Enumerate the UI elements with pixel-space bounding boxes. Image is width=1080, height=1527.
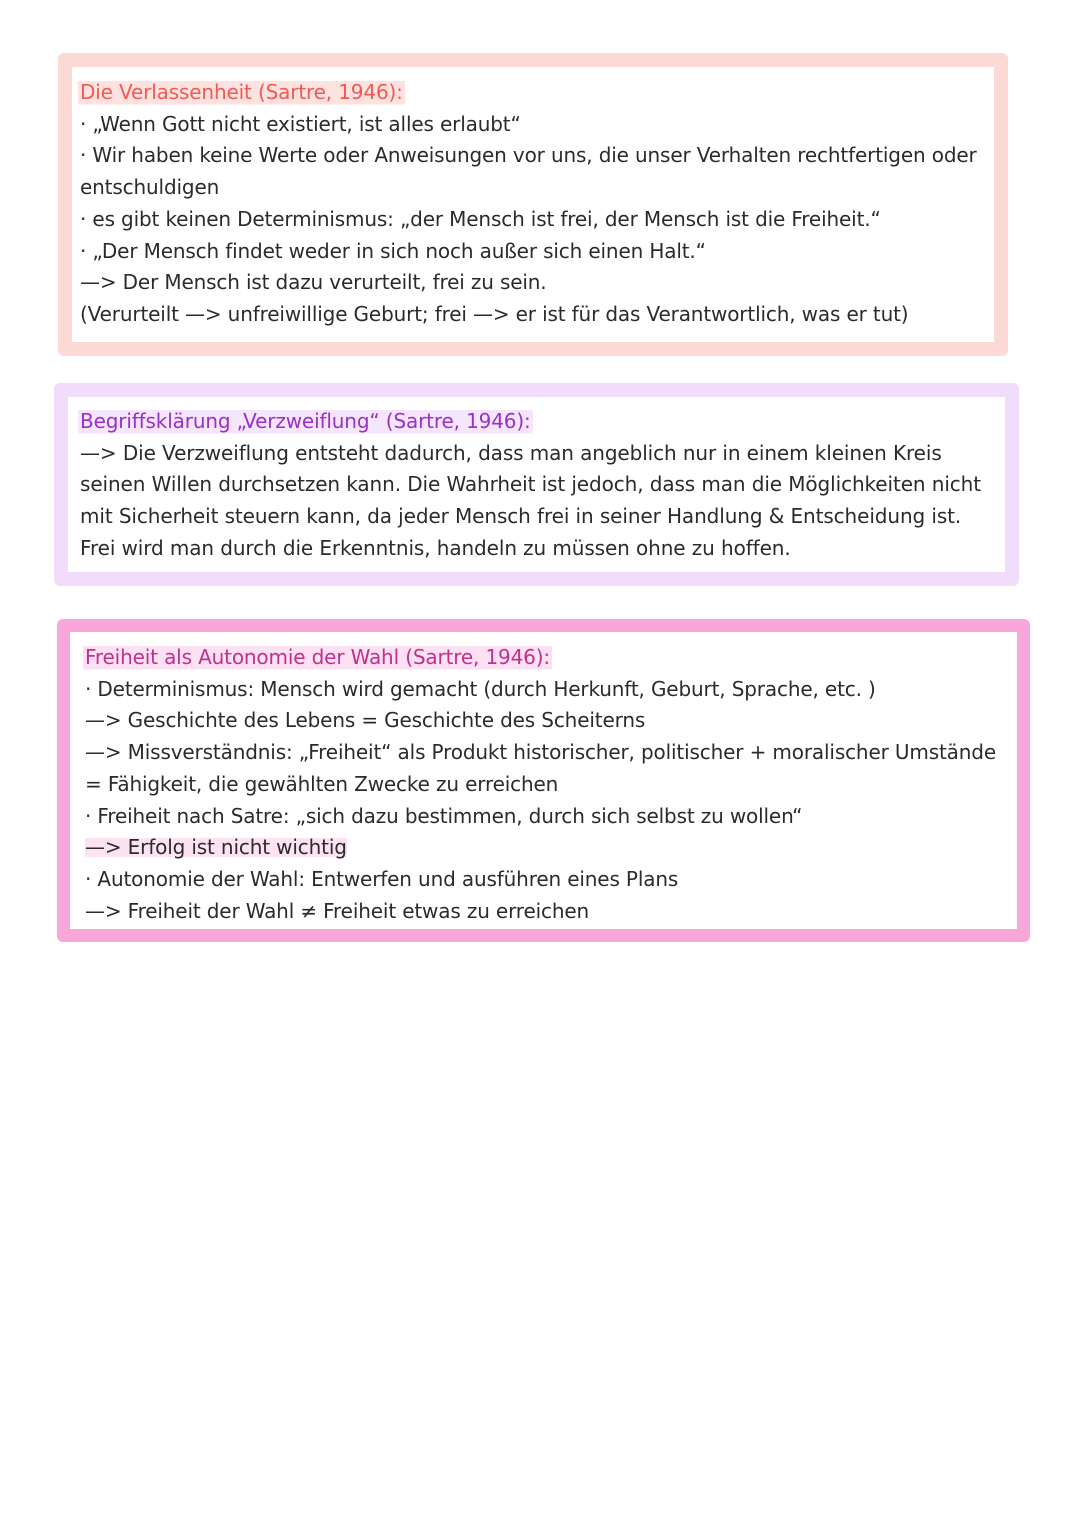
section-heading: Begriffsklärung „Verzweiflung“ (Sartre, 1946): [80,409,531,433]
section-heading: Freiheit als Autonomie der Wahl (Sartre, 1946): [85,645,551,669]
list-item: = Fähigkeit, die gewählten Zwecke zu erreichen [85,771,559,796]
section-paragraph: —> Die Verzweiflung entsteht dadurch, dass man angeblich nur in einem kleinen Kreis seinen Willen durchsetzen kann. Die Wahrheit ist jedoch, dass man die Möglichkeiten nicht mit Sicherheit steuern kann, da jeder Mensch frei in seiner Handlung & Entscheidung ist. Frei wird man durch die Erkenntnis, handeln zu müssen ohne zu hoffen. [80,440,981,560]
list-item: —> Geschichte des Lebens = Geschichte des Scheiterns [85,708,646,733]
list-item: · Wir haben keine Werte oder Anweisungen vor uns, die unser Verhalten rechtfertigen oder [80,143,977,168]
list-item: —> Der Mensch ist dazu verurteilt, frei zu sein. [80,270,547,295]
list-item: · es gibt keinen Determinismus: „der Mensch ist frei, der Mensch ist die Freiheit.“ [80,206,881,231]
highlighted-list-item: —> Erfolg ist nicht wichtig [85,835,347,860]
list-item: · „Der Mensch findet weder in sich noch außer sich einen Halt.“ [80,238,706,263]
section-verzweiflung [54,383,1019,586]
section-verlassenheit [58,53,1008,356]
list-item: entschuldigen [80,175,220,200]
list-item: · Determinismus: Mensch wird gemacht (durch Herkunft, Geburt, Sprache, etc. ) [85,676,876,701]
section-heading: Die Verlassenheit (Sartre, 1946): [80,80,403,104]
list-item: —> Missverständnis: „Freiheit“ als Produkt historischer, politischer + moralischer Umstände [85,740,997,765]
list-item: · „Wenn Gott nicht existiert, ist alles erlaubt“ [80,111,521,136]
section-autonomie-der-wahl [57,619,1030,942]
list-item: · Freiheit nach Satre: „sich dazu bestimmen, durch sich selbst zu wollen“ [85,803,803,828]
list-item: · Autonomie der Wahl: Entwerfen und ausführen eines Plans [85,866,679,891]
list-item: (Verurteilt —> unfreiwillige Geburt; frei —> er ist für das Verantwortlich, was er tut) [80,301,909,326]
list-item: —> Freiheit der Wahl ≠ Freiheit etwas zu erreichen [85,898,590,923]
